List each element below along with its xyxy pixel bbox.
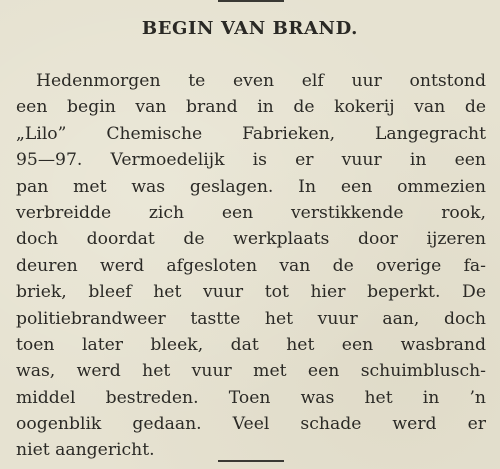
article-line: pan met was geslagen. In een ommezien (16, 176, 486, 197)
article-line: Hedenmorgen te even elf uur ontstond (36, 71, 486, 91)
article-body (16, 68, 486, 464)
article-line: middel bestreden. Toen was het in ’n (16, 387, 486, 408)
article-line: oogenblik gedaan. Veel schade werd er (16, 414, 486, 435)
article-line: niet aangericht. (16, 440, 155, 461)
article-line: toen later bleek, dat het een wasbrand (16, 334, 486, 355)
article-line: 95—97. Vermoedelijk is er vuur in een (16, 150, 486, 171)
article-line: deuren werd afgesloten van de overige fa- (16, 255, 486, 276)
article-headline: BEGIN VAN BRAND. (141, 18, 359, 39)
article-line: „Lilo” Chemische Fabrieken, Langegracht (16, 123, 486, 144)
article-line: was, werd het vuur met een schuimblusch- (16, 361, 486, 382)
bottom-divider-rule (218, 460, 284, 462)
article-line: een begin van brand in de kokerij van de (16, 97, 486, 118)
article-line: briek, bleef het vuur tot hier beperkt. De (16, 282, 486, 303)
article-line: verbreidde zich een verstikkende rook, (16, 202, 486, 223)
article-line: politiebrandweer tastte het vuur aan, doch (16, 308, 486, 329)
top-divider-rule (218, 0, 284, 2)
article-line: doch doordat de werkplaats door ijzeren (16, 229, 486, 250)
